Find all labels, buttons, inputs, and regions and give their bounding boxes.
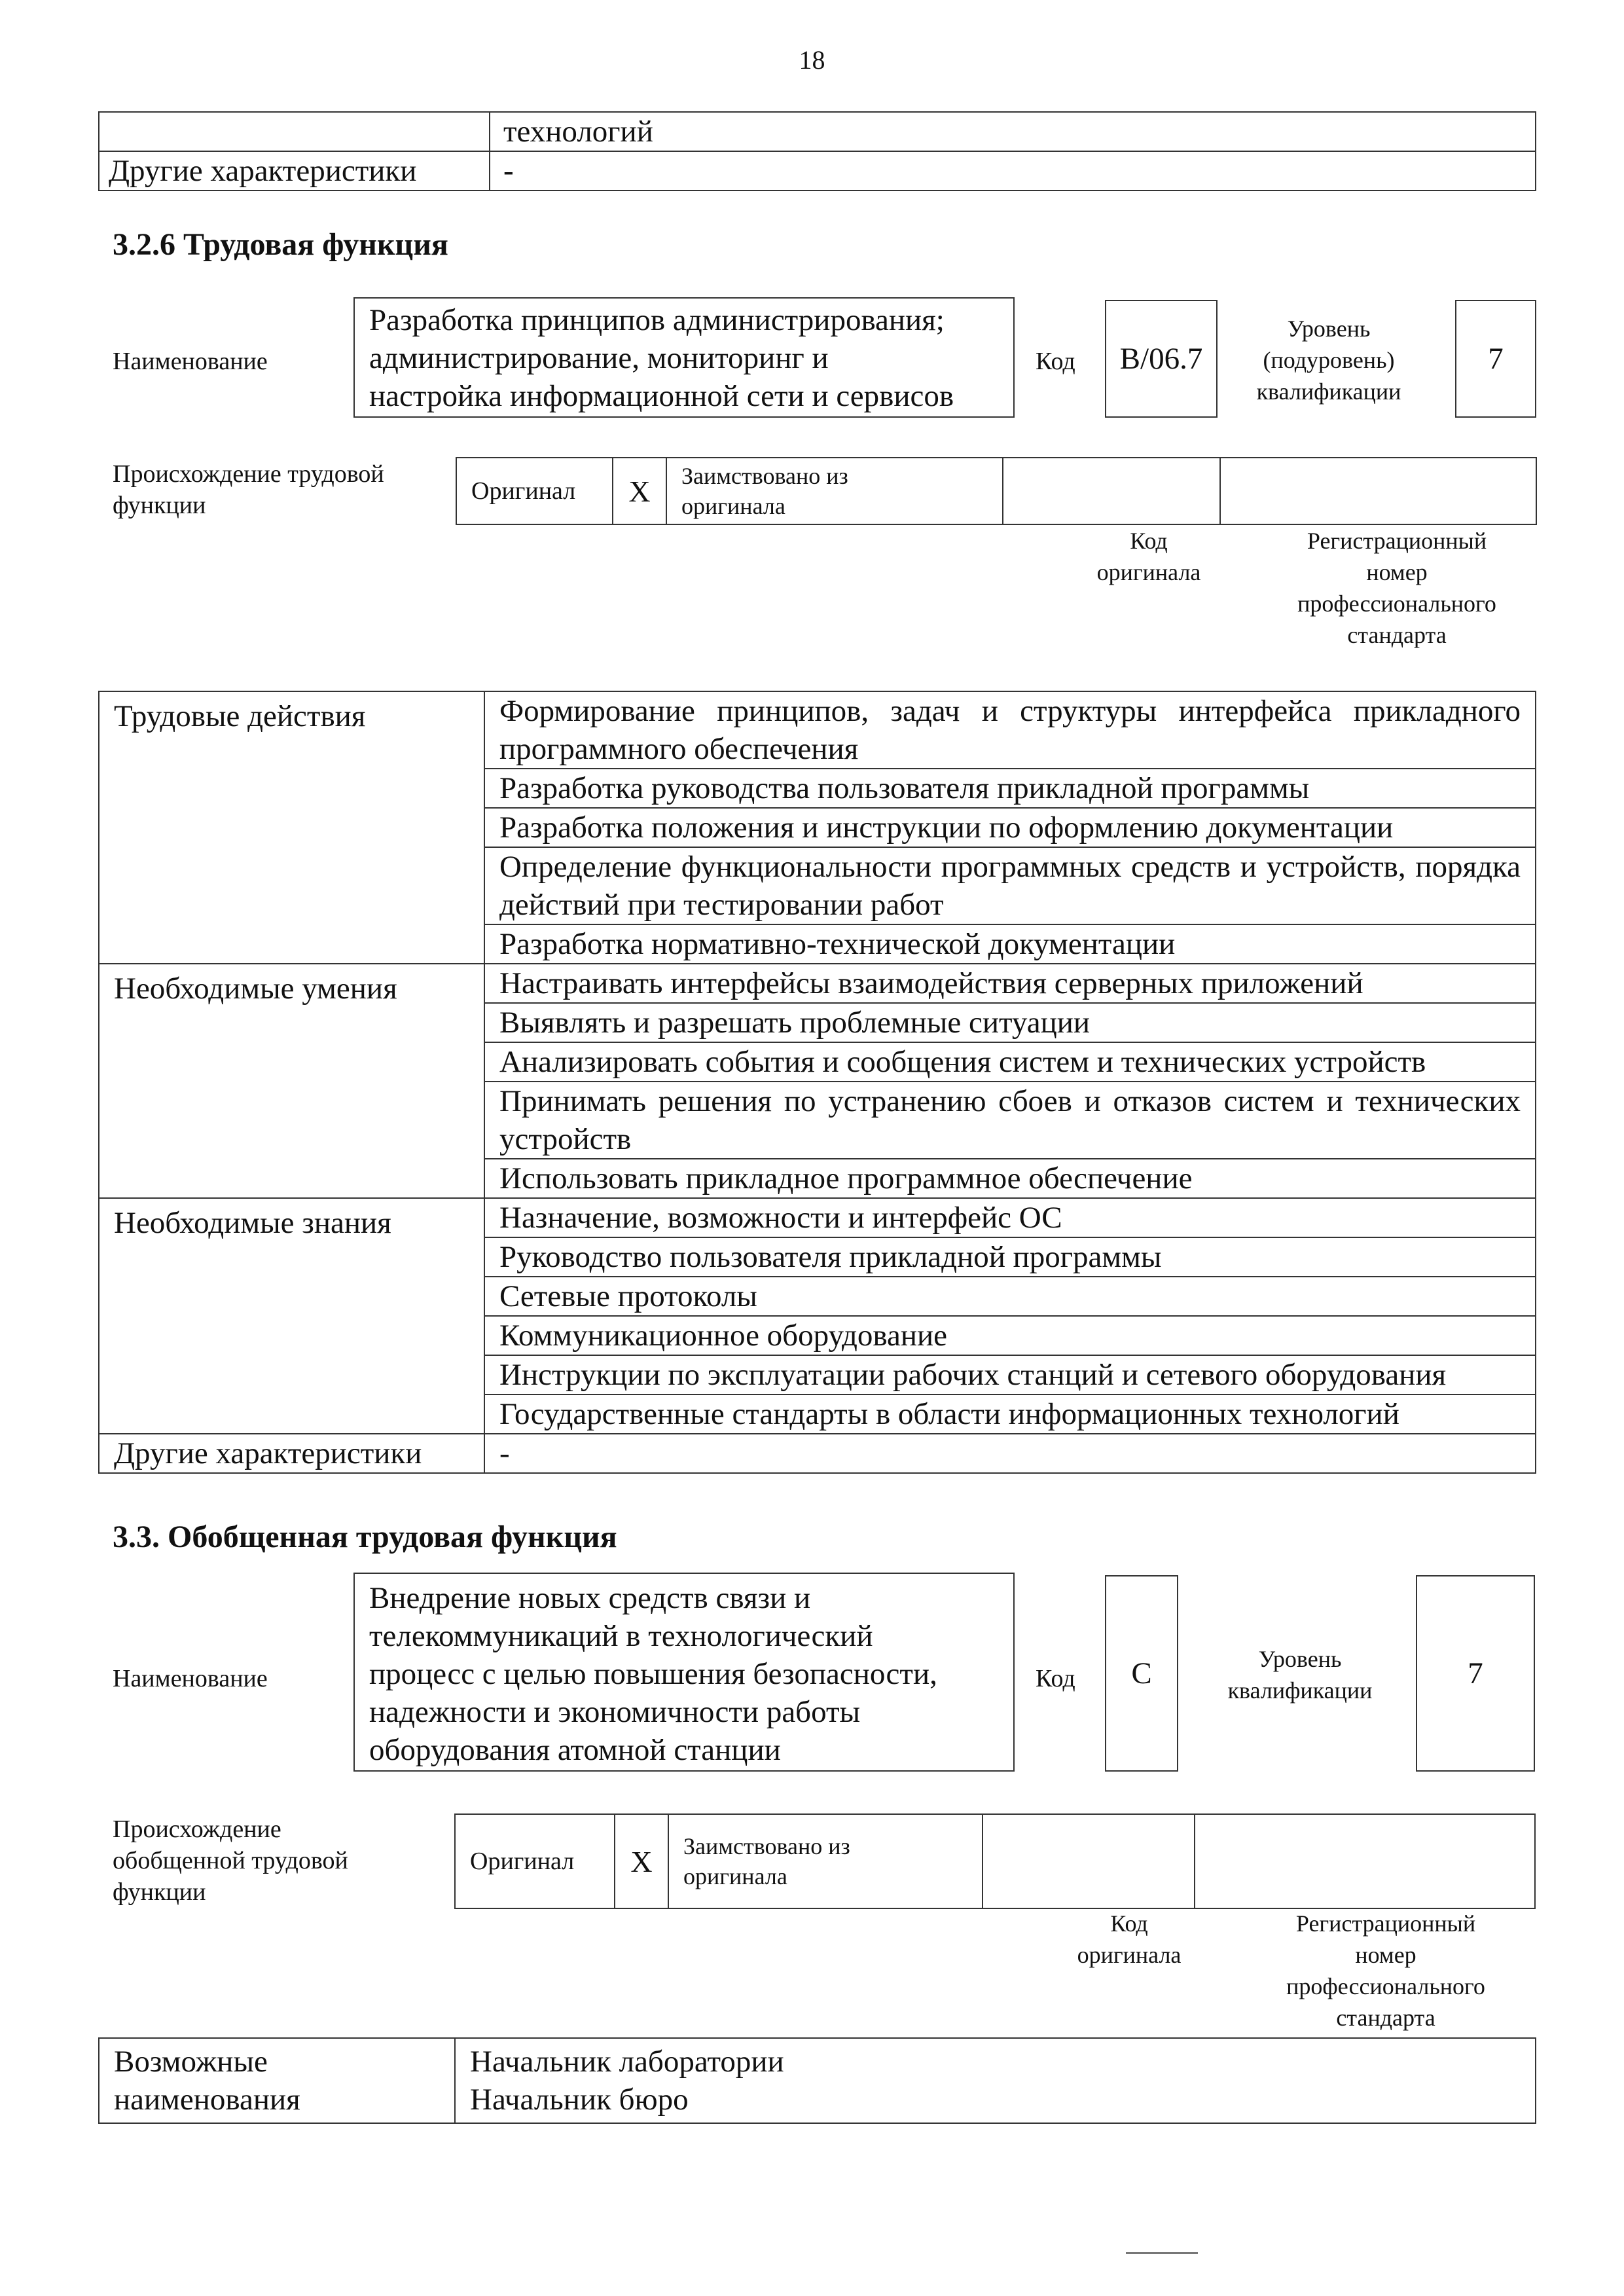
knowledge-item: Инструкции по эксплуатации рабочих станций и сетевого оборудования: [484, 1355, 1536, 1394]
original-label: Оригинал: [456, 458, 613, 524]
other-characteristics-label: Другие характеристики: [99, 151, 490, 191]
original-mark: X: [613, 458, 666, 524]
function-name-box: [353, 297, 1015, 418]
other-label: Другие характеристики: [99, 1434, 484, 1473]
labor-action-item: Разработка нормативно-технической документации: [484, 924, 1536, 964]
previous-table-tail: [98, 111, 1536, 191]
borrowed-label: Заимствовано из оригинала: [668, 1814, 983, 1908]
knowledge-item: Назначение, возможности и интерфейс ОС: [484, 1198, 1536, 1237]
original-mark: X: [615, 1814, 668, 1908]
level-box: [1416, 1575, 1535, 1772]
function-details-table: [98, 691, 1536, 1474]
knowledge-item: Коммуникационное оборудование: [484, 1316, 1536, 1355]
section-title-3-2-6: 3.2.6 Трудовая функция: [113, 227, 448, 262]
knowledge-item: Сетевые протоколы: [484, 1277, 1536, 1316]
knowledge-item: Государственные стандарты в области информационных технологий: [484, 1394, 1536, 1434]
code-original-cell: [983, 1814, 1195, 1908]
skill-item: Принимать решения по устранению сбоев и отказов систем и технических устройств: [484, 1082, 1536, 1159]
general-function-name-line: оборудования атомной станции: [369, 1733, 781, 1767]
page-number: 18: [799, 45, 825, 75]
name-label: Наименование: [113, 1665, 268, 1692]
possible-positions-table: [98, 2037, 1536, 2124]
level-label: Уровень квалификации: [1227, 1646, 1373, 1704]
level-label: Уровень (подуровень) квалификации: [1256, 316, 1401, 405]
skills-label: Необходимые умения: [99, 964, 484, 1198]
level-box: [1455, 300, 1536, 418]
other-characteristics-value: -: [490, 151, 1536, 191]
other-value: -: [484, 1434, 1536, 1473]
code-original-cell: [1003, 458, 1220, 524]
function-name-line: Разработка принципов администрирования;: [369, 303, 945, 337]
origin-table: [454, 1813, 1536, 1909]
skill-item: Выявлять и разрешать проблемные ситуации: [484, 1003, 1536, 1042]
labor-action-item: Разработка положения и инструкции по оформлению документации: [484, 808, 1536, 847]
code-box: [1105, 300, 1218, 418]
general-function-name-line: телекоммуникаций в технологический: [369, 1619, 873, 1653]
code-box: [1105, 1575, 1178, 1772]
labor-action-item: Разработка руководства пользователя прикладной программы: [484, 769, 1536, 808]
skill-item: Использовать прикладное программное обеспечение: [484, 1159, 1536, 1198]
general-function-name-box: [353, 1573, 1015, 1772]
skill-item: Настраивать интерфейсы взаимодействия серверных приложений: [484, 964, 1536, 1003]
function-name-line: настройка информационной сети и сервисов: [369, 379, 954, 413]
borrowed-label: Заимствовано из оригинала: [666, 458, 1003, 524]
level-value: 7: [1488, 342, 1504, 376]
code-original-caption: Код оригинала: [1077, 1910, 1182, 1968]
labor-actions-label: Трудовые действия: [99, 691, 484, 964]
reg-number-caption: Регистрационный номер профессионального стандарта: [1297, 528, 1496, 648]
previous-table-value: технологий: [490, 112, 1536, 151]
knowledge-label: Необходимые знания: [99, 1198, 484, 1434]
origin-label: Происхождение трудовой функции: [113, 460, 384, 519]
position-item: Начальник лаборатории: [470, 2045, 784, 2079]
origin-label: Происхождение обобщенной трудовой функции: [113, 1815, 348, 1906]
code-label: Код: [1036, 348, 1075, 375]
code-original-caption: Код оригинала: [1096, 528, 1201, 585]
name-label: Наименование: [113, 348, 268, 375]
general-function-name-line: Внедрение новых средств связи и: [369, 1581, 811, 1615]
reg-number-cell: [1195, 1814, 1535, 1908]
function-name-line: администрирование, мониторинг и: [369, 341, 829, 375]
section-title-3-3: 3.3. Обобщенная трудовая функция: [113, 1520, 617, 1554]
skill-item: Анализировать события и сообщения систем и технических устройств: [484, 1042, 1536, 1082]
general-function-name-line: процесс с целью повышения безопасности,: [369, 1657, 937, 1691]
code-value: В/06.7: [1119, 342, 1203, 376]
code-value: С: [1131, 1656, 1152, 1690]
general-function-name-line: надежности и экономичности работы: [369, 1695, 861, 1729]
level-value: 7: [1468, 1656, 1483, 1690]
origin-table: [456, 457, 1537, 525]
reg-number-cell: [1220, 458, 1536, 524]
reg-number-caption: Регистрационный номер профессионального стандарта: [1286, 1910, 1485, 2031]
original-label: Оригинал: [455, 1814, 615, 1908]
labor-action-item: Определение функциональности программных средств и устройств, порядка действий при тестировании работ: [484, 847, 1536, 924]
knowledge-item: Руководство пользователя прикладной программы: [484, 1237, 1536, 1277]
labor-action-item: Формирование принципов, задач и структуры интерфейса прикладного программного обеспечения: [484, 691, 1536, 769]
possible-positions-label: Возможные наименования: [99, 2038, 455, 2123]
scan-artifact-line: [1126, 2252, 1198, 2254]
possible-positions-values: [455, 2038, 1536, 2123]
code-label: Код: [1036, 1665, 1075, 1692]
position-item: Начальник бюро: [470, 2083, 689, 2117]
